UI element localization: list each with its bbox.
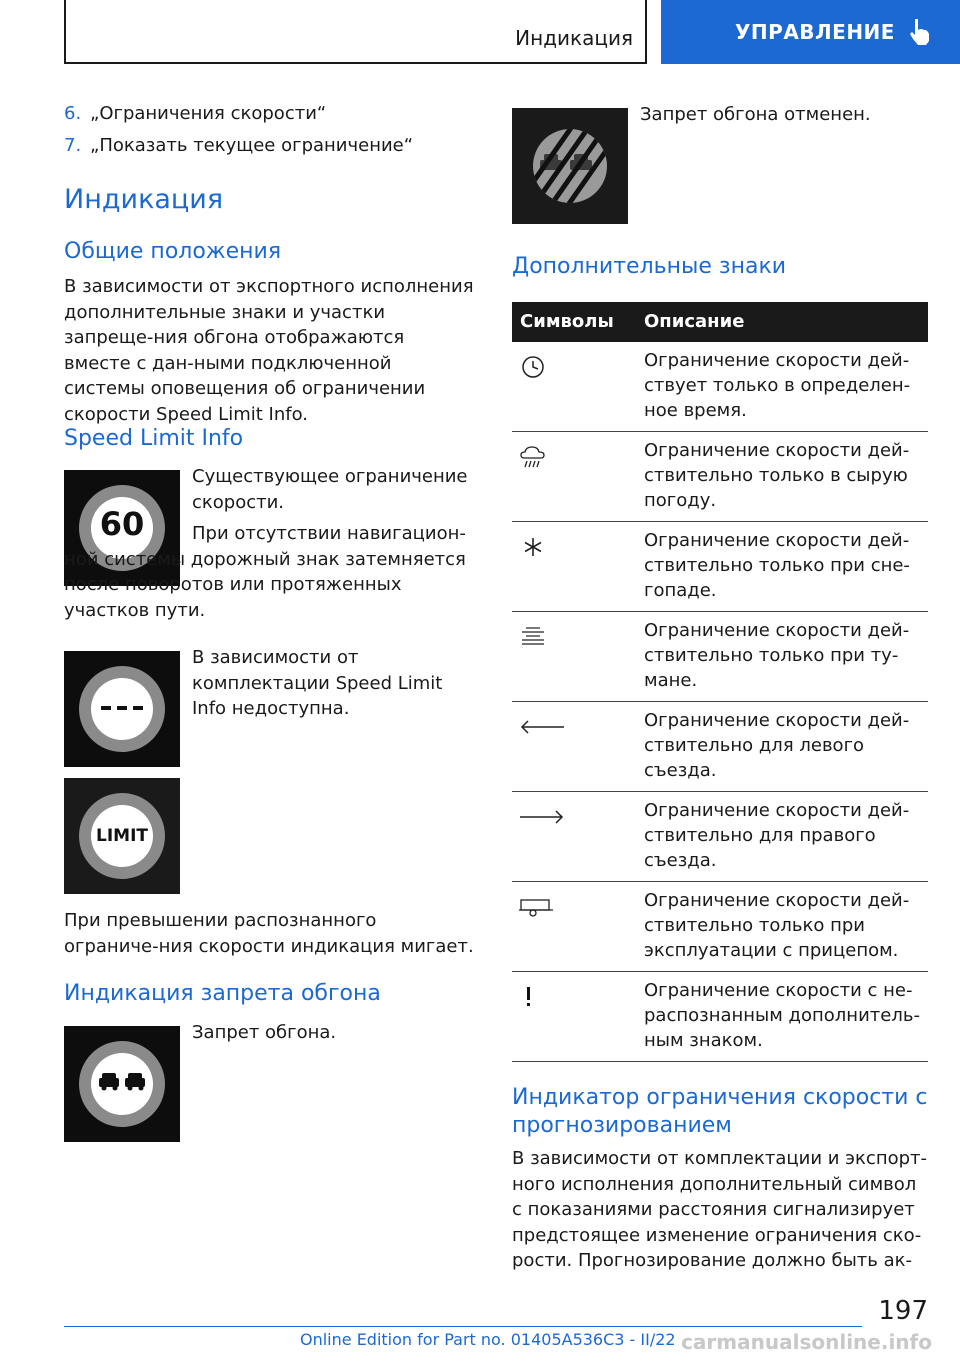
table-row <box>512 792 928 882</box>
table-row <box>512 702 928 792</box>
no-overtaking-image <box>64 1026 180 1142</box>
rain-cloud-icon <box>518 444 548 470</box>
table-row-description: Ограничение скорости дей-ствует только в определен-ное время. <box>644 350 911 421</box>
speed-limit-60-value: 60 <box>99 505 145 543</box>
table-row-description: Ограничение скорости дей-ствительно только при эксплуатации с прицепом. <box>644 890 910 961</box>
heading-general: Общие положения <box>64 239 282 264</box>
table-row <box>512 522 928 612</box>
heading-speed-limit-info: Speed Limit Info <box>64 426 244 451</box>
table-row <box>512 612 928 702</box>
paragraph-forecast: В зависимости от комплектации и экспорт-ного исполнения дополнительный символ с показаниями расстояния сигнализирует предстоящее изменение ограничения ско-рости. Прогнозирование должно быть ак- <box>512 1148 928 1271</box>
table-row <box>512 972 928 1062</box>
header-chapter-label: УПРАВЛЕНИЕ <box>735 20 895 44</box>
pointing-hand-icon <box>907 17 933 47</box>
clock-icon <box>518 354 548 380</box>
list-item-text: „Показать текущее ограничение“ <box>90 135 414 156</box>
list-item-number: 7. <box>64 135 82 156</box>
trailer-icon <box>518 894 554 920</box>
header-chapter-tab[interactable] <box>661 0 960 64</box>
table-row <box>512 882 928 972</box>
watermark: carmanualsonline.info <box>681 1330 932 1354</box>
paragraph-exceed: При превышении распознанного ограниче-ния скорости индикация мигает. <box>64 910 474 957</box>
header-section-box <box>64 0 647 64</box>
footer-divider <box>64 1326 862 1327</box>
table-row <box>512 432 928 522</box>
table-header-symbols: Символы <box>520 311 614 332</box>
table-header <box>512 302 928 342</box>
footer-edition: Online Edition for Part no. 01405A536C3 - II/22 <box>300 1330 676 1349</box>
paragraph-sli-current: Существующее ограничение скорости. <box>192 466 468 513</box>
snowflake-icon <box>518 534 548 560</box>
table-row-description: Ограничение скорости дей-ствительно для левого съезда. <box>644 710 910 781</box>
paragraph-end-no-overtaking: Запрет обгона отменен. <box>640 104 871 125</box>
heading-forecast: Индикатор ограничения скорости с прогнозированием <box>512 1085 928 1138</box>
paragraph-sli-unavailable: В зависимости от комплектации Speed Limit Info недоступна. <box>192 647 443 719</box>
header-section-title: Индикация <box>515 26 633 50</box>
heading-indication: Индикация <box>64 184 224 215</box>
table-row-description: Ограничение скорости дей-ствительно только при ту-мане. <box>644 620 910 691</box>
paragraph-sli-no-nav: При отсутствии навигацион-ной системы дорожный знак затемняется после поворотов или протяженных участков пути. <box>64 523 466 621</box>
list-item <box>64 133 413 159</box>
arrow-right-icon <box>518 804 566 830</box>
arrow-left-icon <box>518 714 566 740</box>
page-number: 197 <box>878 1296 928 1326</box>
list-item-number: 6. <box>64 103 82 124</box>
end-no-overtaking-image <box>512 108 628 224</box>
exclamation-icon <box>518 984 548 1010</box>
table-row-description: Ограничение скорости дей-ствительно только при сне-гопаде. <box>644 530 910 601</box>
heading-no-overtaking: Индикация запрета обгона <box>64 981 381 1006</box>
fog-icon <box>518 624 548 650</box>
paragraph-no-overtaking: Запрет обгона. <box>192 1022 337 1043</box>
paragraph-general: В зависимости от экспортного исполнения дополнительные знаки и участки запреще-ния обгона отображаются вместе с дан-ными подключенной системы оповещения об ограничении скорости Speed Limit Info. <box>64 276 474 425</box>
list-item <box>64 101 326 127</box>
table-header-description: Описание <box>644 311 745 332</box>
speed-limit-limit-label: LIMIT <box>96 826 148 846</box>
table-row-description: Ограничение скорости с не-распознанным дополнитель-ным знаком. <box>644 980 920 1051</box>
table-row <box>512 342 928 432</box>
heading-extra-signs: Дополнительные знаки <box>512 254 787 279</box>
list-item-text: „Ограничения скорости“ <box>90 103 327 124</box>
speed-limit-unavailable-image <box>64 651 180 767</box>
extra-signs-table <box>512 302 928 1062</box>
table-row-description: Ограничение скорости дей-ствительно для правого съезда. <box>644 800 910 871</box>
table-row-description: Ограничение скорости дей-ствительно только в сырую погоду. <box>644 440 910 511</box>
